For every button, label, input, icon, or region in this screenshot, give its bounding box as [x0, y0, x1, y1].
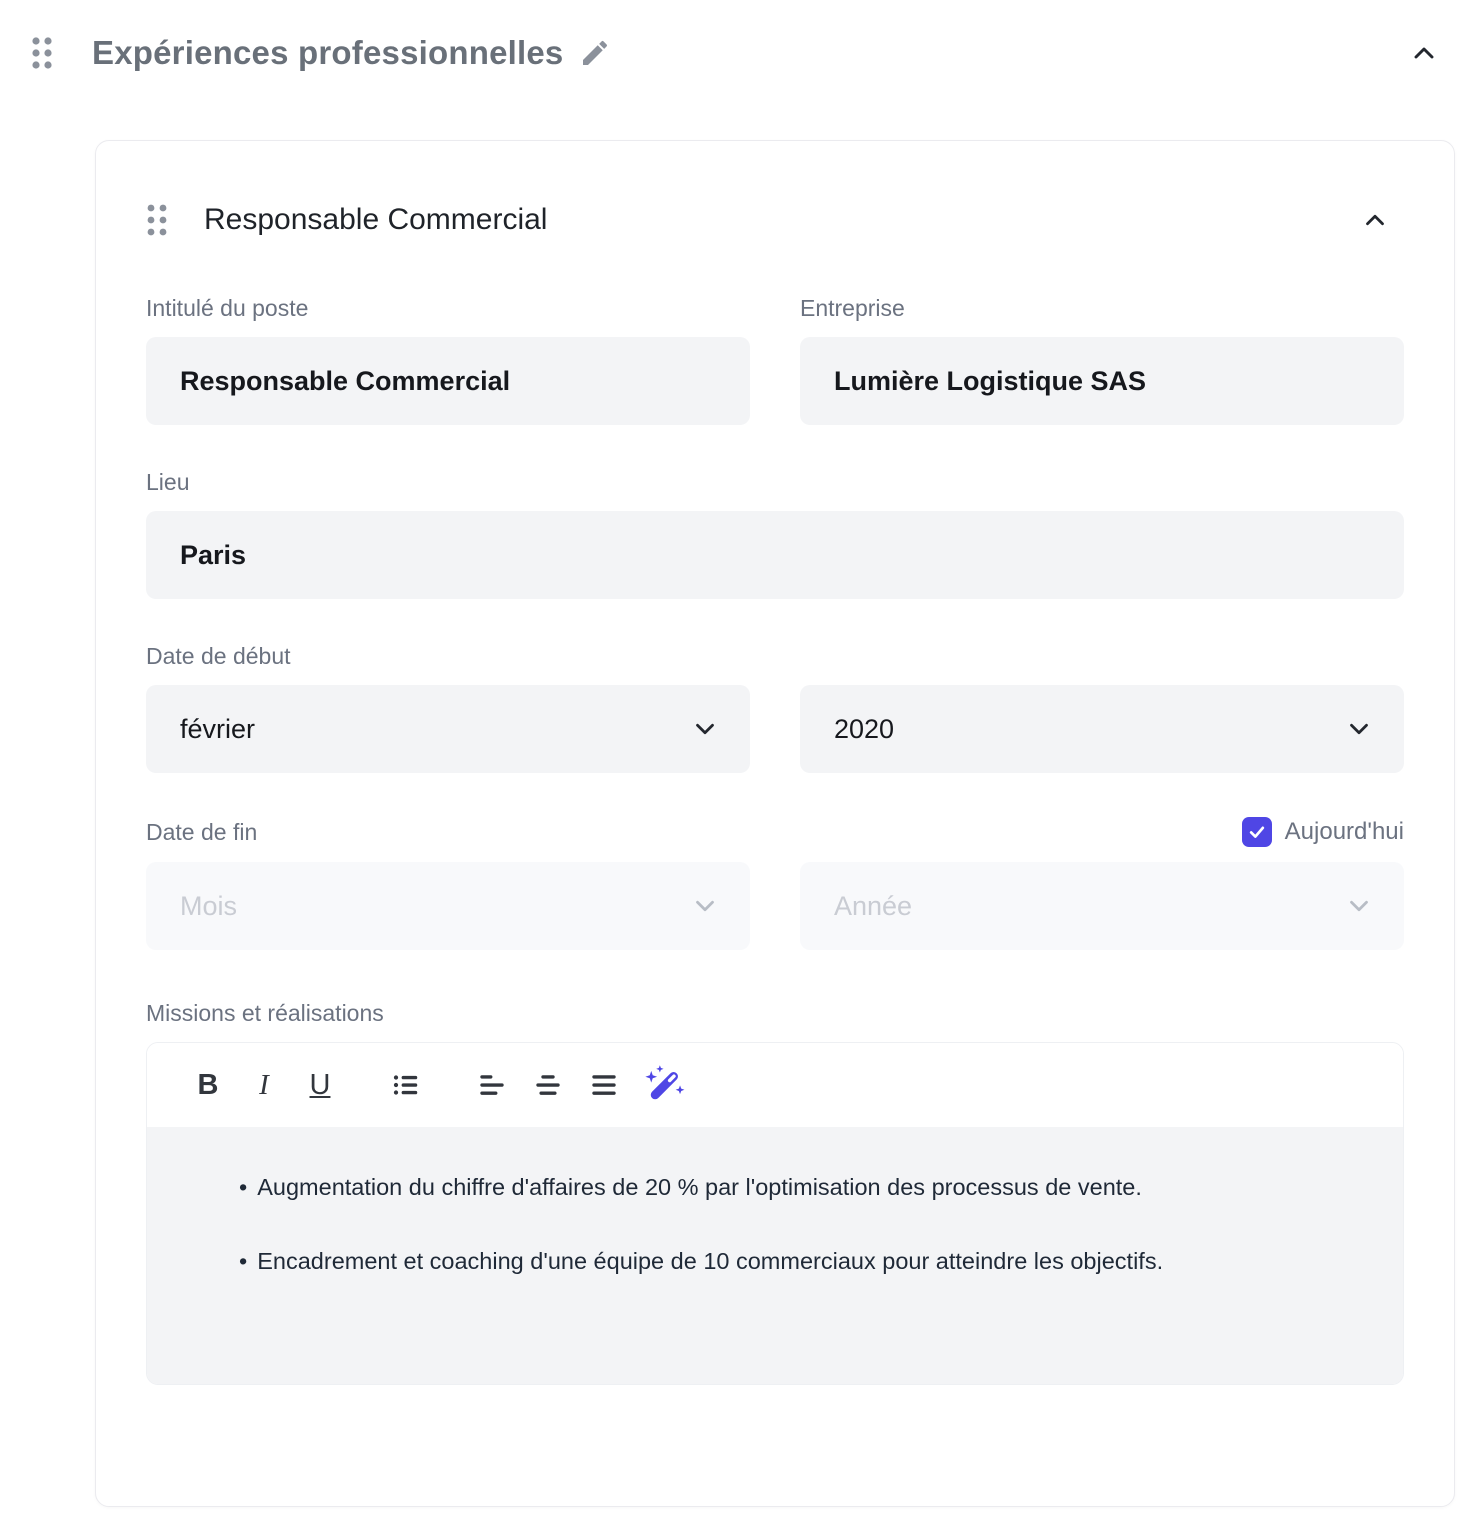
chevron-down-icon — [690, 891, 720, 921]
location-label: Lieu — [146, 469, 190, 495]
editor-toolbar — [147, 1043, 1403, 1127]
today-checkbox-group[interactable] — [1242, 817, 1404, 847]
section-collapse-chevron-up-icon[interactable] — [1408, 37, 1440, 69]
missions-label: Missions et réalisations — [146, 1000, 384, 1026]
end-year-select: Année — [800, 862, 1404, 950]
start-month-select[interactable]: février — [146, 685, 750, 773]
underline-button[interactable]: U — [309, 1068, 331, 1101]
job-title-label: Intitulé du poste — [146, 295, 309, 321]
bullet-list-icon — [391, 1070, 421, 1100]
chevron-down-icon — [1344, 891, 1374, 921]
chevron-down-icon — [690, 714, 720, 744]
end-month-select: Mois — [146, 862, 750, 950]
check-icon — [1247, 822, 1267, 842]
job-title-input[interactable] — [146, 337, 750, 425]
mission-bullet-2: • Encadrement et coaching d'une équipe de 10 commerciaux pour atteindre les objectifs. — [239, 1248, 1164, 1274]
align-center-icon — [533, 1070, 563, 1100]
experience-card-header — [146, 203, 1404, 237]
experience-card — [95, 140, 1455, 1507]
section-header — [0, 0, 1476, 78]
bullet-list-button[interactable] — [389, 1065, 423, 1105]
magic-wand-sparkles-icon — [643, 1063, 687, 1107]
end-date-label: Date de fin — [146, 818, 258, 845]
start-date-label: Date de début — [146, 643, 291, 669]
align-left-icon — [477, 1070, 507, 1100]
company-label: Entreprise — [800, 295, 905, 321]
align-justify-icon — [589, 1070, 619, 1100]
align-center-button[interactable] — [531, 1065, 565, 1105]
experience-title: Responsable Commercial — [204, 203, 548, 236]
mission-bullet-1: • Augmentation du chiffre d'affaires de 20 % par l'optimisation des processus de vente. — [239, 1174, 1142, 1200]
italic-button[interactable]: I — [259, 1068, 269, 1101]
chevron-down-icon — [1344, 714, 1374, 744]
card-collapse-chevron-up-icon[interactable] — [1360, 205, 1390, 235]
ai-magic-wand-button[interactable] — [643, 1063, 687, 1107]
location-input[interactable] — [146, 511, 1404, 599]
bold-button[interactable]: B — [197, 1068, 219, 1101]
align-justify-button[interactable] — [587, 1065, 621, 1105]
section-title: Expériences professionnelles — [92, 34, 564, 71]
card-drag-handle-icon[interactable] — [146, 203, 168, 237]
rich-text-editor — [146, 1042, 1404, 1385]
start-year-select[interactable]: 2020 — [800, 685, 1404, 773]
today-label: Aujourd'hui — [1284, 818, 1404, 845]
align-left-button[interactable] — [475, 1065, 509, 1105]
company-input[interactable] — [800, 337, 1404, 425]
drag-handle-icon[interactable] — [30, 35, 54, 71]
edit-pencil-icon[interactable] — [579, 37, 611, 69]
missions-textarea[interactable] — [147, 1127, 1403, 1384]
today-checkbox[interactable] — [1242, 817, 1272, 847]
